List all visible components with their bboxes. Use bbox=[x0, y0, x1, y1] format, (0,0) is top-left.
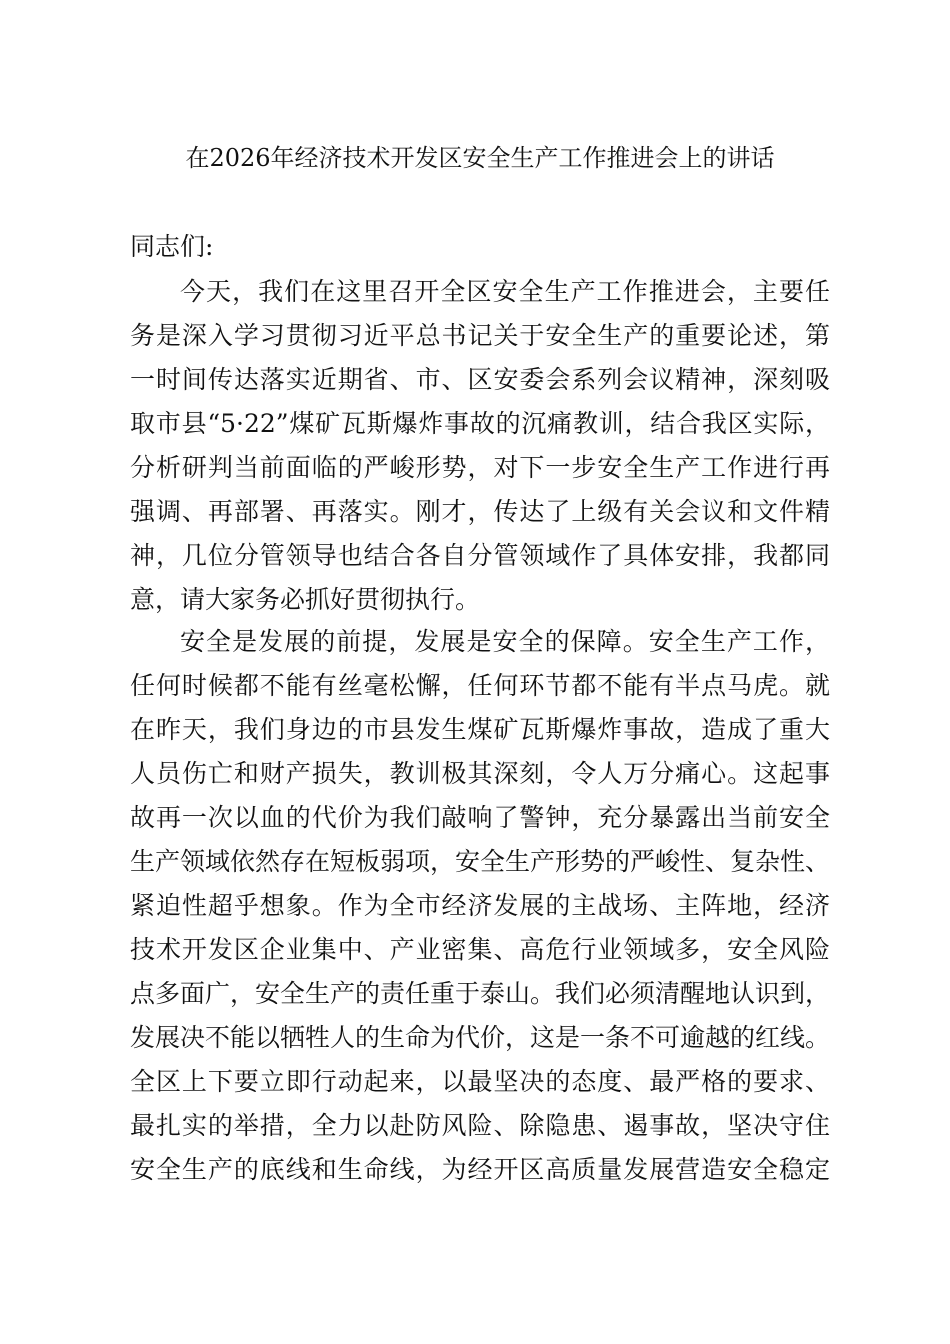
paragraph-line: 取市县“5·22”煤矿瓦斯爆炸事故的沉痛教训，结合我区实际， bbox=[130, 409, 830, 438]
paragraph-line: 在昨天，我们身边的市县发生煤矿瓦斯爆炸事故，造成了重大 bbox=[130, 715, 830, 744]
paragraph-line: 生产领域依然存在短板弱项，安全生产形势的严峻性、复杂性、 bbox=[130, 847, 831, 876]
paragraph-line: 技术开发区企业集中、产业密集、高危行业领域多，安全风险 bbox=[130, 935, 830, 964]
document-title: 在2026年经济技术开发区安全生产工作推进会上的讲话 bbox=[185, 144, 775, 172]
paragraph-line: 故再一次以血的代价为我们敲响了警钟，充分暴露出当前安全 bbox=[130, 803, 830, 832]
paragraph-line: 务是深入学习贯彻习近平总书记关于安全生产的重要论述，第 bbox=[130, 321, 830, 350]
paragraph-line: 全区上下要立即行动起来，以最坚决的态度、最严格的要求、 bbox=[130, 1067, 830, 1096]
paragraph-line: 今天，我们在这里召开全区安全生产工作推进会，主要任 bbox=[180, 277, 830, 306]
paragraph-line: 安全生产的底线和生命线，为经开区高质量发展营造安全稳定 bbox=[130, 1155, 830, 1184]
paragraph-2 bbox=[130, 620, 830, 1192]
paragraph-line: 人员伤亡和财产损失，教训极其深刻，令人万分痛心。这起事 bbox=[130, 759, 830, 788]
paragraph-line: 神，几位分管领导也结合各自分管领域作了具体安排，我都同 bbox=[130, 541, 830, 570]
paragraph-1 bbox=[130, 270, 830, 622]
paragraph-line: 强调、再部署、再落实。刚才，传达了上级有关会议和文件精 bbox=[130, 497, 830, 526]
paragraph-line: 任何时候都不能有丝毫松懈，任何环节都不能有半点马虎。就 bbox=[130, 671, 830, 700]
paragraph-line: 安全是发展的前提，发展是安全的保障。安全生产工作， bbox=[180, 627, 830, 656]
paragraph-line: 意，请大家务必抓好贯彻执行。 bbox=[130, 585, 481, 614]
paragraph-line: 分析研判当前面临的严峻形势，对下一步安全生产工作进行再 bbox=[130, 453, 830, 482]
salutation: 同志们: bbox=[130, 232, 214, 261]
paragraph-line: 最扎实的举措，全力以赴防风险、除隐患、遏事故，坚决守住 bbox=[130, 1111, 830, 1140]
paragraph-line: 一时间传达落实近期省、市、区安委会系列会议精神，深刻吸 bbox=[130, 365, 830, 394]
paragraph-line: 发展决不能以牺牲人的生命为代价，这是一条不可逾越的红线。 bbox=[130, 1023, 831, 1052]
paragraph-line: 点多面广，安全生产的责任重于泰山。我们必须清醒地认识到， bbox=[130, 979, 831, 1008]
paragraph-line: 紧迫性超乎想象。作为全市经济发展的主战场、主阵地，经济 bbox=[130, 891, 830, 920]
